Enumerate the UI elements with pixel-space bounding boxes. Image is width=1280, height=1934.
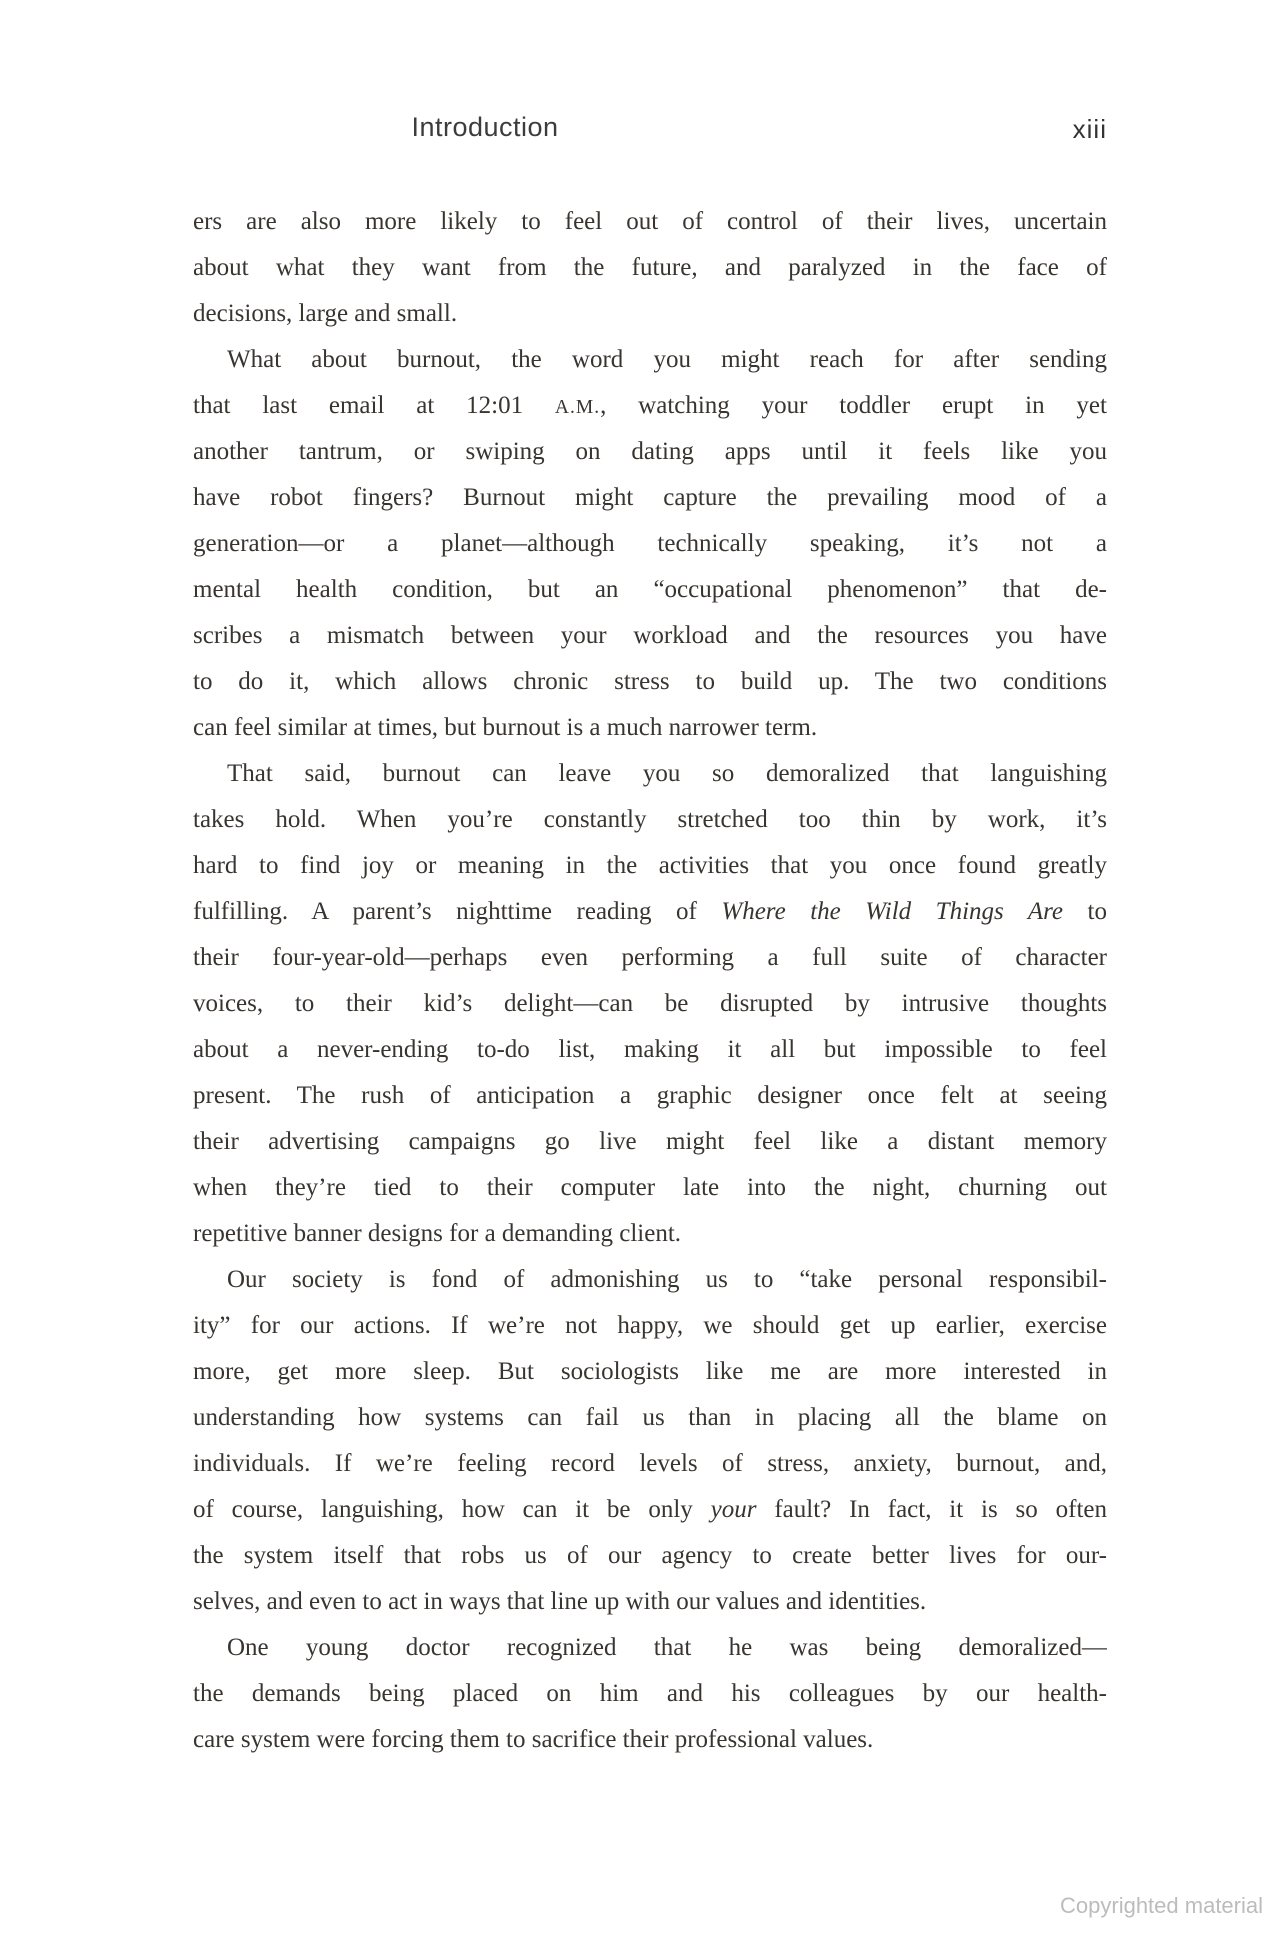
text-line: mental health condition, but an “occupational phenomenon” that de-	[193, 576, 1107, 603]
text-line: What about burnout, the word you might reach for after sending	[227, 346, 1107, 373]
text-line: more, get more sleep. But sociologists like me are more interested in	[193, 1358, 1107, 1385]
text-line: takes hold. When you’re constantly stretched too thin by work, it’s	[193, 806, 1107, 833]
text-line: present. The rush of anticipation a graphic designer once felt at seeing	[193, 1082, 1107, 1109]
text-line: the system itself that robs us of our agency to create better lives for our-	[193, 1542, 1107, 1569]
text-line: One young doctor recognized that he was being demoralized—	[227, 1634, 1107, 1661]
body-text	[193, 199, 1107, 1763]
text-line: another tantrum, or swiping on dating apps until it feels like you	[193, 438, 1107, 465]
text-line: have robot fingers? Burnout might capture the prevailing mood of a	[193, 484, 1107, 511]
text-line: to do it, which allows chronic stress to build up. The two conditions	[193, 668, 1107, 695]
text-line: their four-year-old—perhaps even performing a full suite of character	[193, 944, 1107, 971]
text-line: Our society is fond of admonishing us to “take personal responsibil-	[227, 1266, 1107, 1293]
text-line: of course, languishing, how can it be only your fault? In fact, it is so often	[193, 1496, 1107, 1523]
text-line: generation—or a planet—although technically speaking, it’s not a	[193, 530, 1107, 557]
text-line: repetitive banner designs for a demanding client.	[193, 1220, 682, 1247]
paragraph	[193, 751, 1107, 1257]
page-number: xiii	[1072, 114, 1107, 144]
page-title: Introduction	[411, 112, 559, 142]
text-line: voices, to their kid’s delight—can be disrupted by intrusive thoughts	[193, 990, 1107, 1017]
paragraph	[193, 1625, 1107, 1763]
text-line: understanding how systems can fail us than in placing all the blame on	[193, 1404, 1107, 1431]
text-line: care system were forcing them to sacrifice their professional values.	[193, 1726, 874, 1753]
paragraph	[193, 199, 1107, 337]
text-line: about a never-ending to-do list, making it all but impossible to feel	[193, 1036, 1107, 1063]
text-line: individuals. If we’re feeling record levels of stress, anxiety, burnout, and,	[193, 1450, 1107, 1477]
text-line: hard to find joy or meaning in the activities that you once found greatly	[193, 852, 1107, 879]
text-line: ity” for our actions. If we’re not happy, we should get up earlier, exercise	[193, 1312, 1107, 1339]
text-line: the demands being placed on him and his colleagues by our health-	[193, 1680, 1107, 1707]
copyright-watermark: Copyrighted material	[1060, 1893, 1263, 1918]
text-line: decisions, large and small.	[193, 300, 458, 327]
text-line: can feel similar at times, but burnout is a much narrower term.	[193, 714, 818, 741]
text-line: when they’re tied to their computer late into the night, churning out	[193, 1174, 1107, 1201]
text-line: That said, burnout can leave you so demoralized that languishing	[227, 760, 1107, 787]
paragraph	[193, 337, 1107, 751]
text-line: scribes a mismatch between your workload and the resources you have	[193, 622, 1107, 649]
text-line: ers are also more likely to feel out of control of their lives, uncertain	[193, 208, 1107, 235]
text-line: fulfilling. A parent’s nighttime reading of Where the Wild Things Are to	[193, 898, 1107, 925]
text-line: their advertising campaigns go live might feel like a distant memory	[193, 1128, 1107, 1155]
text-line: about what they want from the future, and paralyzed in the face of	[193, 254, 1107, 281]
text-line: selves, and even to act in ways that line up with our values and identities.	[193, 1588, 927, 1615]
text-line: that last email at 12:01 A.M., watching your toddler erupt in yet	[193, 392, 1107, 419]
paragraph	[193, 1257, 1107, 1625]
